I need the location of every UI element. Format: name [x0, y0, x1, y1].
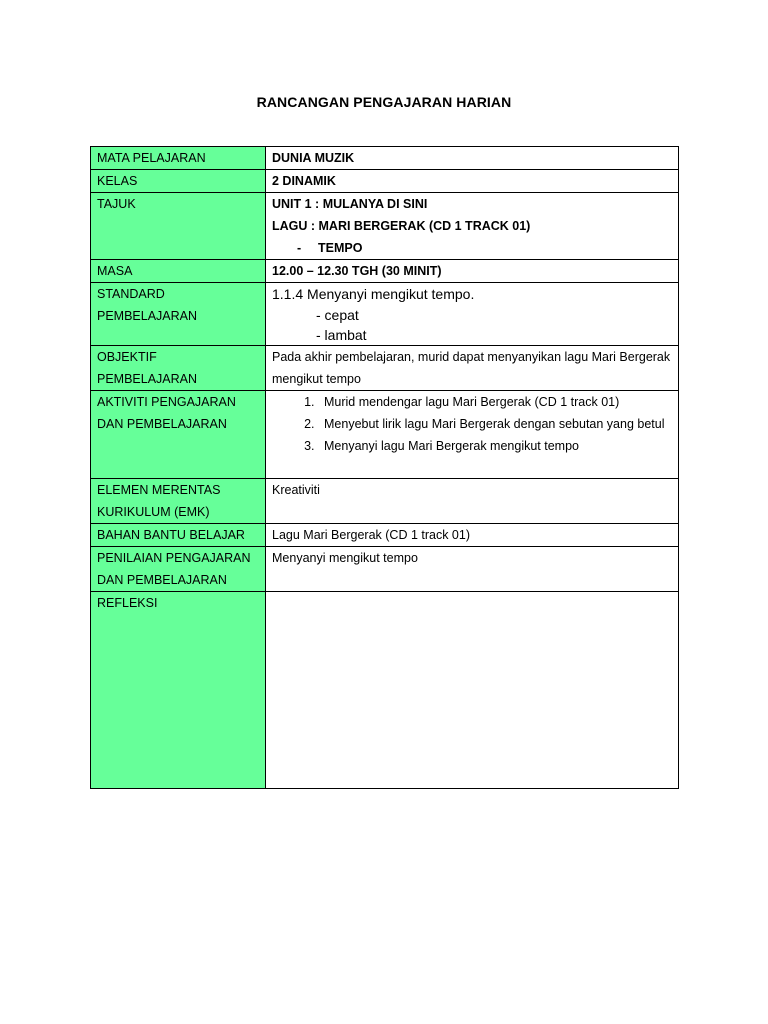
label-aktiviti-line-1: AKTIVITI PENGAJARAN [97, 395, 236, 409]
row-standard [91, 283, 679, 346]
row-objektif [91, 346, 679, 391]
value-mata-pelajaran: DUNIA MUZIK [266, 147, 679, 170]
value-emk: Kreativiti [266, 479, 679, 524]
row-masa [91, 260, 679, 283]
value-refleksi [266, 592, 679, 789]
label-aktiviti [91, 391, 266, 479]
row-aktiviti [91, 391, 679, 479]
label-aktiviti-line-2: DAN PEMBELAJARAN [97, 417, 227, 431]
tajuk-bullet-marker: - [297, 241, 302, 255]
label-refleksi: REFLEKSI [91, 592, 266, 789]
label-tajuk: TAJUK [91, 193, 266, 260]
tajuk-bullet-text: TEMPO [318, 241, 363, 255]
label-masa: MASA [91, 260, 266, 283]
list-item: 1. Murid mendengar lagu Mari Bergerak (CD 1 track 01) [318, 391, 672, 413]
tajuk-line-1: UNIT 1 : MULANYA DI SINI [272, 197, 428, 211]
row-refleksi [91, 592, 679, 789]
document-title: RANCANGAN PENGAJARAN HARIAN [256, 94, 512, 110]
tajuk-line-2: LAGU : MARI BERGERAK (CD 1 TRACK 01) [272, 219, 531, 233]
value-tajuk [266, 193, 679, 260]
standard-text: 1.1.4 Menyanyi mengikut tempo. [272, 286, 475, 302]
row-kelas [91, 170, 679, 193]
list-item: 3. Menyanyi lagu Mari Bergerak mengikut tempo [318, 435, 672, 457]
label-standard [91, 283, 266, 346]
standard-sub-2: - lambat [316, 327, 367, 343]
label-bahan: BAHAN BANTU BELAJAR [91, 524, 266, 547]
value-objektif: Pada akhir pembelajaran, murid dapat menyanyikan lagu Mari Bergerak mengikut tempo [266, 346, 679, 391]
label-emk-line-2: KURIKULUM (EMK) [97, 505, 210, 519]
label-emk-line-1: ELEMEN MERENTAS [97, 483, 221, 497]
row-penilaian [91, 547, 679, 592]
standard-sub-1: - cepat [316, 307, 359, 323]
label-objektif: OBJEKTIF PEMBELAJARAN [91, 346, 266, 391]
tajuk-bullet [272, 237, 672, 259]
aktiviti-list [272, 391, 672, 457]
row-bahan [91, 524, 679, 547]
value-penilaian: Menyanyi mengikut tempo [266, 547, 679, 592]
label-penilaian-line-2: DAN PEMBELAJARAN [97, 573, 227, 587]
value-kelas: 2 DINAMIK [266, 170, 679, 193]
label-emk [91, 479, 266, 524]
value-bahan: Lagu Mari Bergerak (CD 1 track 01) [266, 524, 679, 547]
label-kelas: KELAS [91, 170, 266, 193]
list-item: 2. Menyebut lirik lagu Mari Bergerak dengan sebutan yang betul [318, 413, 672, 435]
label-standard-line-2: PEMBELAJARAN [97, 309, 198, 323]
row-emk [91, 479, 679, 524]
label-standard-line-1: STANDARD [97, 287, 165, 301]
label-penilaian-line-1: PENILAIAN PENGAJARAN [97, 551, 251, 565]
value-aktiviti [266, 391, 679, 479]
row-mata-pelajaran [91, 147, 679, 170]
lesson-plan-table [90, 146, 679, 789]
label-penilaian [91, 547, 266, 592]
value-masa: 12.00 – 12.30 TGH (30 MINIT) [266, 260, 679, 283]
label-mata-pelajaran: MATA PELAJARAN [91, 147, 266, 170]
value-standard [266, 283, 679, 346]
row-tajuk [91, 193, 679, 260]
